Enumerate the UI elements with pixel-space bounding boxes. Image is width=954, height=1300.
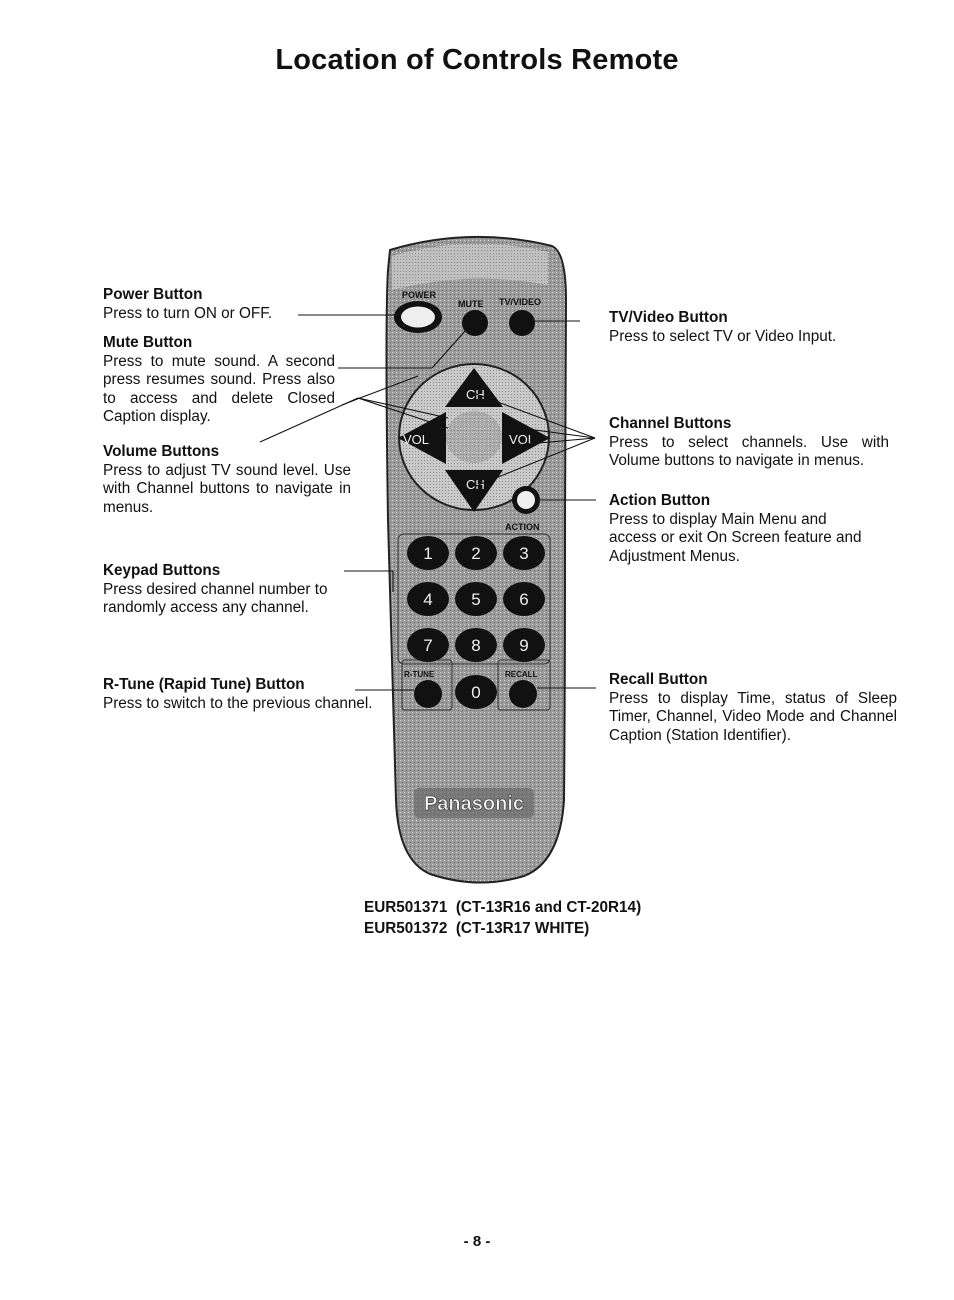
callout-heading: Keypad Buttons	[103, 562, 221, 579]
brand-logo: Panasonic	[423, 793, 525, 815]
keypad-label: 1	[423, 544, 433, 563]
keypad-button-5[interactable]	[455, 582, 497, 616]
keypad-button-4[interactable]	[407, 582, 449, 616]
keypad-label: 7	[423, 636, 433, 655]
action-label: ACTION	[505, 522, 540, 532]
ch-up-label: CH	[466, 387, 485, 402]
model-line: EUR501372 (CT-13R17 WHITE)	[364, 920, 590, 937]
keypad-button-7[interactable]	[407, 628, 449, 662]
mute-label: MUTE	[458, 299, 484, 309]
keypad-button-6[interactable]	[503, 582, 545, 616]
page-number: - 8 -	[463, 1233, 491, 1250]
model-numbers	[364, 897, 641, 939]
callout-body: Press to display Time, status of Sleep Timer, Channel, Video Mode and Channel Caption (Station Identifier).	[609, 689, 897, 744]
callout-body: Press to select TV or Video Input.	[609, 327, 837, 345]
callout-heading: Channel Buttons	[609, 415, 732, 432]
callout-heading: TV/Video Button	[609, 309, 728, 326]
recall-button[interactable]	[509, 680, 537, 708]
callout-body: Press to display Main Menu and access or exit On Screen feature and Adjustment Menus.	[609, 510, 862, 565]
tvvideo-label: TV/VIDEO	[499, 297, 542, 307]
keypad-label: 9	[519, 636, 529, 655]
tvvideo-button[interactable]	[509, 310, 535, 336]
callout-heading: Volume Buttons	[103, 443, 220, 460]
callout-heading: Mute Button	[103, 334, 193, 351]
vol-right-label: VOL	[509, 432, 536, 447]
model-line: EUR501371 (CT-13R16 and CT-20R14)	[364, 899, 642, 916]
keypad-label: 5	[471, 590, 481, 609]
keypad-button-1[interactable]	[407, 536, 449, 570]
page-title: Location of Controls Remote	[275, 44, 679, 76]
keypad-label: 0	[471, 683, 481, 702]
keypad-button-3[interactable]	[503, 536, 545, 570]
keypad-button-8[interactable]	[455, 628, 497, 662]
keypad-label: 3	[519, 544, 529, 563]
callout-body: Press to switch to the previous channel.	[103, 694, 373, 712]
callout-body: Press to turn ON or OFF.	[103, 304, 273, 322]
keypad-label: 2	[471, 544, 481, 563]
mute-button[interactable]	[462, 310, 488, 336]
keypad-label: 6	[519, 590, 529, 609]
callout-heading: Recall Button	[609, 671, 708, 688]
recall-label: RECALL	[505, 670, 538, 679]
keypad-button-2[interactable]	[455, 536, 497, 570]
keypad-button-9[interactable]	[503, 628, 545, 662]
callout-heading: Power Button	[103, 286, 203, 303]
rtune-label: R-TUNE	[404, 670, 435, 679]
keypad-button-0[interactable]	[455, 675, 497, 709]
power-label: POWER	[402, 290, 437, 300]
callout-body: Press to select channels. Use with Volume buttons to navigate in menus.	[609, 433, 889, 470]
ch-down-label: CH	[466, 477, 485, 492]
keypad-label: 4	[423, 590, 433, 609]
callout-heading: R-Tune (Rapid Tune) Button	[103, 676, 305, 693]
callout-body: Press desired channel number to randomly access any channel.	[103, 580, 328, 617]
callout-body: Press to adjust TV sound level. Use with Channel buttons to navigate in menus.	[103, 461, 351, 516]
keypad-label: 8	[471, 636, 481, 655]
callout-body: Press to mute sound. A second press resumes sound. Press also to access and delete Closed Caption display.	[103, 352, 335, 426]
callout-heading: Action Button	[609, 492, 711, 509]
vol-left-label: VOL	[403, 432, 430, 447]
rtune-button[interactable]	[414, 680, 442, 708]
